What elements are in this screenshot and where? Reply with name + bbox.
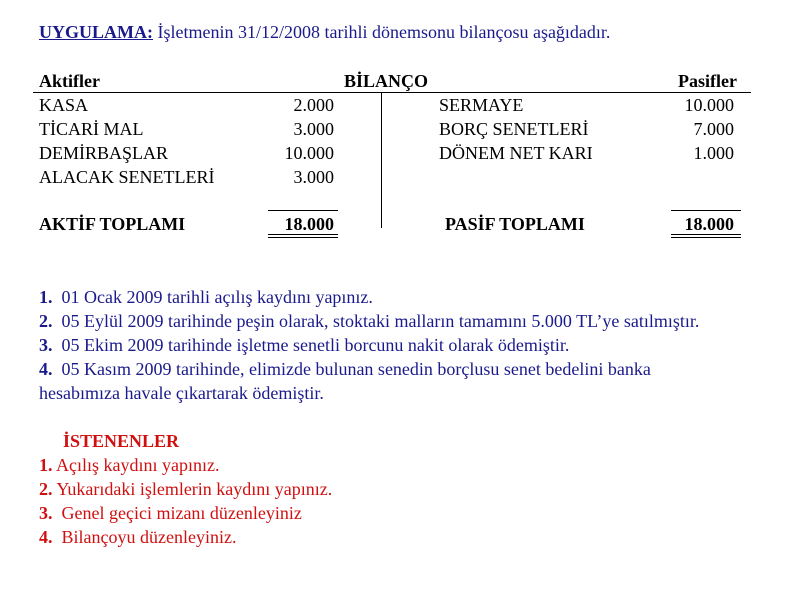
task-text-continuation: hesabımıza havale çıkartarak ödemiştir. [39, 383, 324, 403]
balance-title: BİLANÇO [344, 71, 429, 91]
asset-subtotal-rule [268, 210, 338, 211]
requirement-text: Yukarıdaki işlemlerin kaydını yapınız. [56, 479, 333, 499]
task-item [39, 286, 373, 308]
task-item [39, 358, 651, 380]
exercise-heading [39, 21, 610, 43]
requirement-text: Açılış kaydını yapınız. [56, 455, 220, 475]
task-number: 4. [39, 359, 53, 379]
asset-name: DEMİRBAŞLAR [39, 143, 169, 163]
exercise-label: UYGULAMA: [39, 22, 153, 42]
liability-value: 1.000 [693, 143, 734, 163]
requirement-item [39, 502, 302, 524]
asset-value: 2.000 [293, 95, 334, 115]
center-divider [381, 93, 382, 228]
requirement-number: 3. [39, 503, 53, 523]
task-text: 05 Kasım 2009 tarihinde, elimizde bulunan senedin borçlusu senet bedelini banka [61, 359, 651, 379]
liability-name: SERMAYE [439, 95, 524, 115]
asset-name: TİCARİ MAL [39, 119, 144, 139]
liability-total-value: 18.000 [684, 214, 734, 234]
asset-total-double-rule [268, 234, 338, 238]
requirement-number: 2. [39, 479, 53, 499]
requirement-item [39, 526, 236, 548]
requirements-title: İSTENENLER [63, 431, 180, 451]
asset-name: KASA [39, 95, 89, 115]
task-number: 1. [39, 287, 53, 307]
liability-name: DÖNEM NET KARI [439, 143, 593, 163]
asset-value: 10.000 [284, 143, 334, 163]
task-item [39, 310, 699, 332]
requirement-item [39, 478, 332, 500]
requirement-item [39, 454, 219, 476]
task-item [39, 334, 569, 356]
exercise-intro: İşletmenin 31/12/2008 tarihli dönemsonu bilançosu aşağıdadır. [157, 22, 611, 42]
liability-total-label: PASİF TOPLAMI [445, 214, 585, 234]
task-number: 2. [39, 311, 53, 331]
liability-subtotal-rule [671, 210, 741, 211]
task-text: 01 Ocak 2009 tarihli açılış kaydını yapınız. [61, 287, 373, 307]
liability-total-double-rule [671, 234, 741, 238]
task-text: 05 Eylül 2009 tarihinde peşin olarak, stoktaki malların tamamını 5.000 TL’ye satılmıştır. [61, 311, 700, 331]
asset-name: ALACAK SENETLERİ [39, 167, 215, 187]
requirement-text: Bilançoyu düzenleyiniz. [61, 527, 237, 547]
task-number: 3. [39, 335, 53, 355]
requirement-number: 1. [39, 455, 53, 475]
asset-total-value: 18.000 [284, 214, 334, 234]
asset-total-label: AKTİF TOPLAMI [39, 214, 186, 234]
requirement-text: Genel geçici mizanı düzenleyiniz [61, 503, 302, 523]
liability-value: 7.000 [693, 119, 734, 139]
asset-value: 3.000 [293, 119, 334, 139]
task-text: 05 Ekim 2009 tarihinde işletme senetli borcunu nakit olarak ödemiştir. [61, 335, 570, 355]
assets-header: Aktifler [39, 71, 100, 91]
asset-value: 3.000 [293, 167, 334, 187]
header-rule [33, 92, 751, 93]
liability-name: BORÇ SENETLERİ [439, 119, 589, 139]
liability-value: 10.000 [684, 95, 734, 115]
requirement-number: 4. [39, 527, 53, 547]
liabilities-header: Pasifler [678, 71, 737, 91]
